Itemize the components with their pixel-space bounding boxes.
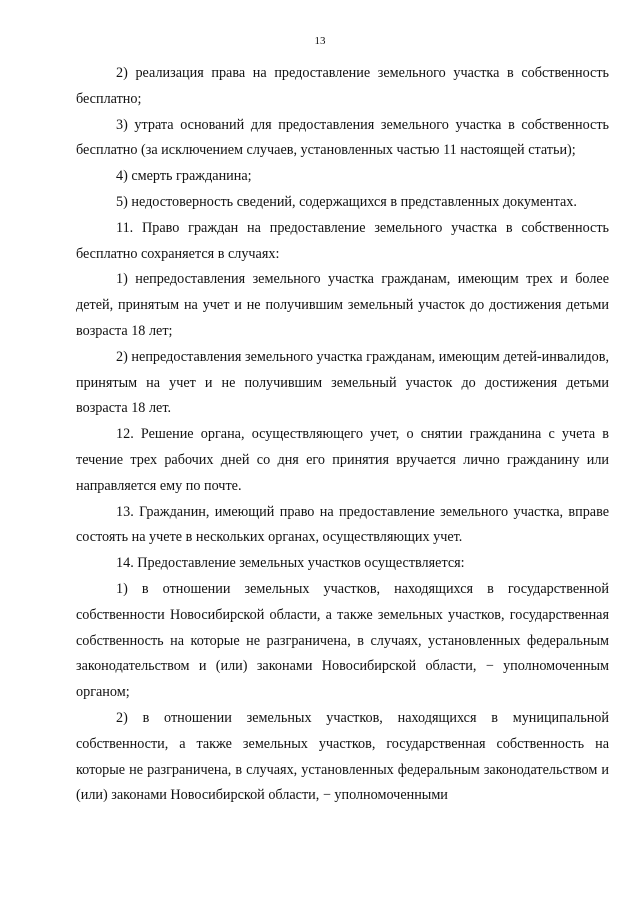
paragraph-14-case-1: 1) в отношении земельных участков, находящихся в государственной собственности Новосибирской области, а также земельных участков, государственная собственность на которые не разграничена, в случаях, установленных федеральным законодательством и (или) законами Новосибирской области, − уполномоченным органом; <box>76 580 609 701</box>
paragraph-14-case-2: 2) в отношении земельных участков, находящихся в муниципальной собственности, а также земельных участков, государственная собственность на которые не разграничена, в случаях, установленных федеральным законодательством и (или) законами Новосибирской области, − уполномоченными <box>76 709 609 804</box>
paragraph-5-false-information: 5) недостоверность сведений, содержащихся в представленных документах. <box>116 193 577 210</box>
document-body <box>76 61 609 809</box>
paragraph-12-decision: 12. Решение органа, осуществляющего учет, о снятии гражданина с учета в течение трех рабочих дней со дня его принятия вручается лично гражданину или направляется ему по почте. <box>76 426 609 494</box>
paragraph-4-death: 4) смерть гражданина; <box>116 168 252 185</box>
paragraph-2-realization: 2) реализация права на предоставление земельного участка в собственность бесплатно; <box>76 65 609 107</box>
page-number: 13 <box>314 35 326 47</box>
paragraph-14-provision: 14. Предоставление земельных участков осуществляется: <box>116 555 465 572</box>
paragraph-3-loss-of-grounds: 3) утрата оснований для предоставления земельного участка в собственность бесплатно (за исключением случаев, установленных частью 11 настоящей статьи); <box>76 116 609 159</box>
paragraph-11-right-retained: 11. Право граждан на предоставление земельного участка в собственность бесплатно сохраняется в случаях: <box>76 219 609 262</box>
paragraph-13-multiple-registrations: 13. Гражданин, имеющий право на предоставление земельного участка, вправе состоять на учете в нескольких органах, осуществляющих учет. <box>76 503 609 546</box>
paragraph-11-case-1: 1) непредоставления земельного участка гражданам, имеющим трех и более детей, принятым на учет и не получившим земельный участок до достижения детьми возраста 18 лет; <box>76 271 609 339</box>
paragraph-11-case-2: 2) непредоставления земельного участка гражданам, имеющим детей-инвалидов, принятым на учет и не получившим земельный участок до достижения детьми возраста 18 лет. <box>76 348 609 417</box>
